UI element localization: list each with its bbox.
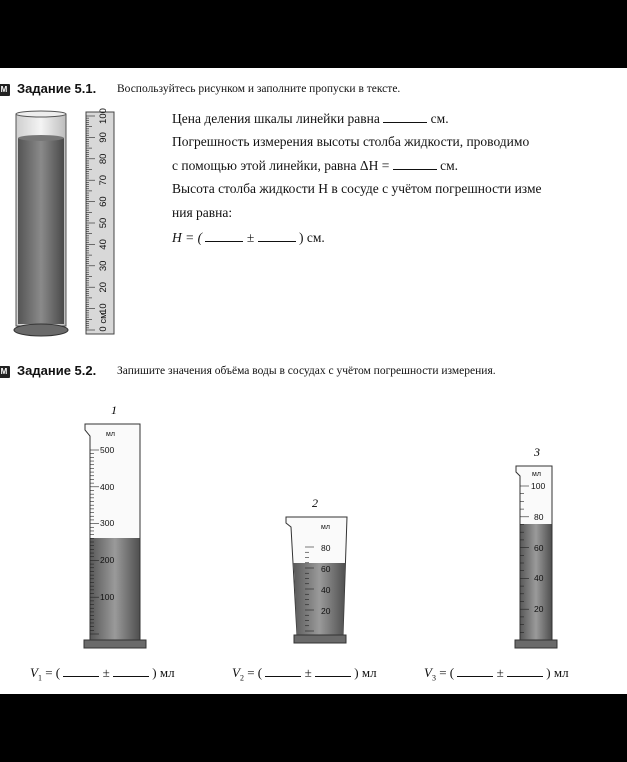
task-5-1-line-6: H = ( ± ) см. — [172, 230, 325, 245]
cylinder-2-label: 80 — [321, 543, 331, 553]
ruler-label: 0 см — [98, 312, 109, 332]
ruler-label: 80 — [98, 153, 109, 165]
cylinder-1 — [80, 420, 160, 652]
ruler-label: 60 — [98, 196, 109, 207]
ruler-label: 100 — [98, 108, 109, 124]
answer-v3: $V_3$ = ( ± ) мл — [424, 665, 569, 683]
cylinder-1-label: 100 — [100, 592, 115, 602]
cylinder-3-label: 20 — [534, 604, 544, 614]
cylinder-2-number: 2 — [312, 496, 318, 510]
cylinder-1-unit: мл — [106, 431, 115, 438]
cylinder-2-label: 40 — [321, 585, 331, 595]
answer-v2: $V_2$ = ( ± ) мл — [232, 665, 377, 683]
ruler-label: 40 — [98, 239, 109, 250]
task-5-1-instruction: Воспользуйтесь рисунком и заполните пропуски в тексте. — [117, 83, 401, 95]
ruler-label: 70 — [98, 174, 109, 186]
task-badge-icon: M — [0, 366, 10, 378]
ruler-label: 30 — [98, 260, 109, 272]
cylinder-1-label: 500 — [100, 445, 115, 455]
workbook-page — [0, 68, 627, 694]
cylinder-1-label: 200 — [100, 555, 115, 565]
cylinder-2 — [283, 513, 353, 653]
ruler-label: 10 — [98, 303, 109, 314]
ruler-label: 20 — [98, 281, 109, 293]
division-value-blank[interactable] — [383, 110, 427, 123]
liquid-column — [18, 138, 64, 324]
cylinder-3-unit: мл — [532, 471, 541, 478]
ruler-label: 50 — [98, 217, 109, 229]
v1-error-blank[interactable] — [113, 664, 149, 677]
ruler-label: 90 — [98, 132, 109, 143]
task-5-2-title: Задание 5.2. — [17, 363, 97, 378]
task-5-1-line-4: Высота столба жидкости H в сосуде с учётом погрешности изме — [172, 181, 542, 196]
task-5-1-title: Задание 5.1. — [17, 81, 97, 96]
task-5-2-instruction: Запишите значения объёма воды в сосудах с учётом погрешности измерения. — [117, 365, 496, 377]
task-5-1-line-5: ния равна: — [172, 205, 233, 220]
v1-value-blank[interactable] — [63, 664, 99, 677]
task-5-1-line-1: Цена деления шкалы линейки равна см. — [172, 111, 449, 126]
cylinder-1-number: 1 — [111, 403, 117, 417]
height-error-blank[interactable] — [258, 229, 296, 242]
cylinder-3-label: 100 — [531, 481, 546, 491]
ruler — [86, 108, 114, 334]
error-value-blank[interactable] — [393, 157, 437, 170]
task-5-1-line-3: с помощью этой линейки, равна ΔH = см. — [172, 158, 458, 173]
cylinder-3-label: 80 — [534, 512, 544, 522]
cylinder-2-unit: мл — [321, 524, 330, 531]
v2-value-blank[interactable] — [265, 664, 301, 677]
cylinder-2-liquid — [294, 563, 346, 635]
v3-value-blank[interactable] — [457, 664, 493, 677]
v2-error-blank[interactable] — [315, 664, 351, 677]
v3-error-blank[interactable] — [507, 664, 543, 677]
vessel-with-ruler-figure — [10, 108, 122, 340]
height-value-blank[interactable] — [205, 229, 243, 242]
cylinder-1-label: 300 — [100, 518, 115, 528]
cylinder-2-label: 20 — [321, 606, 331, 616]
answer-v1: $V_1$ = ( ± ) мл — [30, 665, 175, 683]
cylinder-1-label: 400 — [100, 482, 115, 492]
cylinder-3-label: 40 — [534, 573, 544, 583]
cylinder-3-label: 60 — [534, 543, 544, 553]
tall-vessel — [14, 111, 68, 336]
cylinder-3 — [512, 462, 562, 652]
cylinder-2-label: 60 — [321, 564, 331, 574]
cylinder-1-liquid — [91, 538, 140, 640]
task-5-1-line-2: Погрешность измерения высоты столба жидкости, проводимо — [172, 134, 530, 149]
task-badge-icon: M — [0, 84, 10, 96]
cylinder-3-number: 3 — [534, 445, 540, 459]
